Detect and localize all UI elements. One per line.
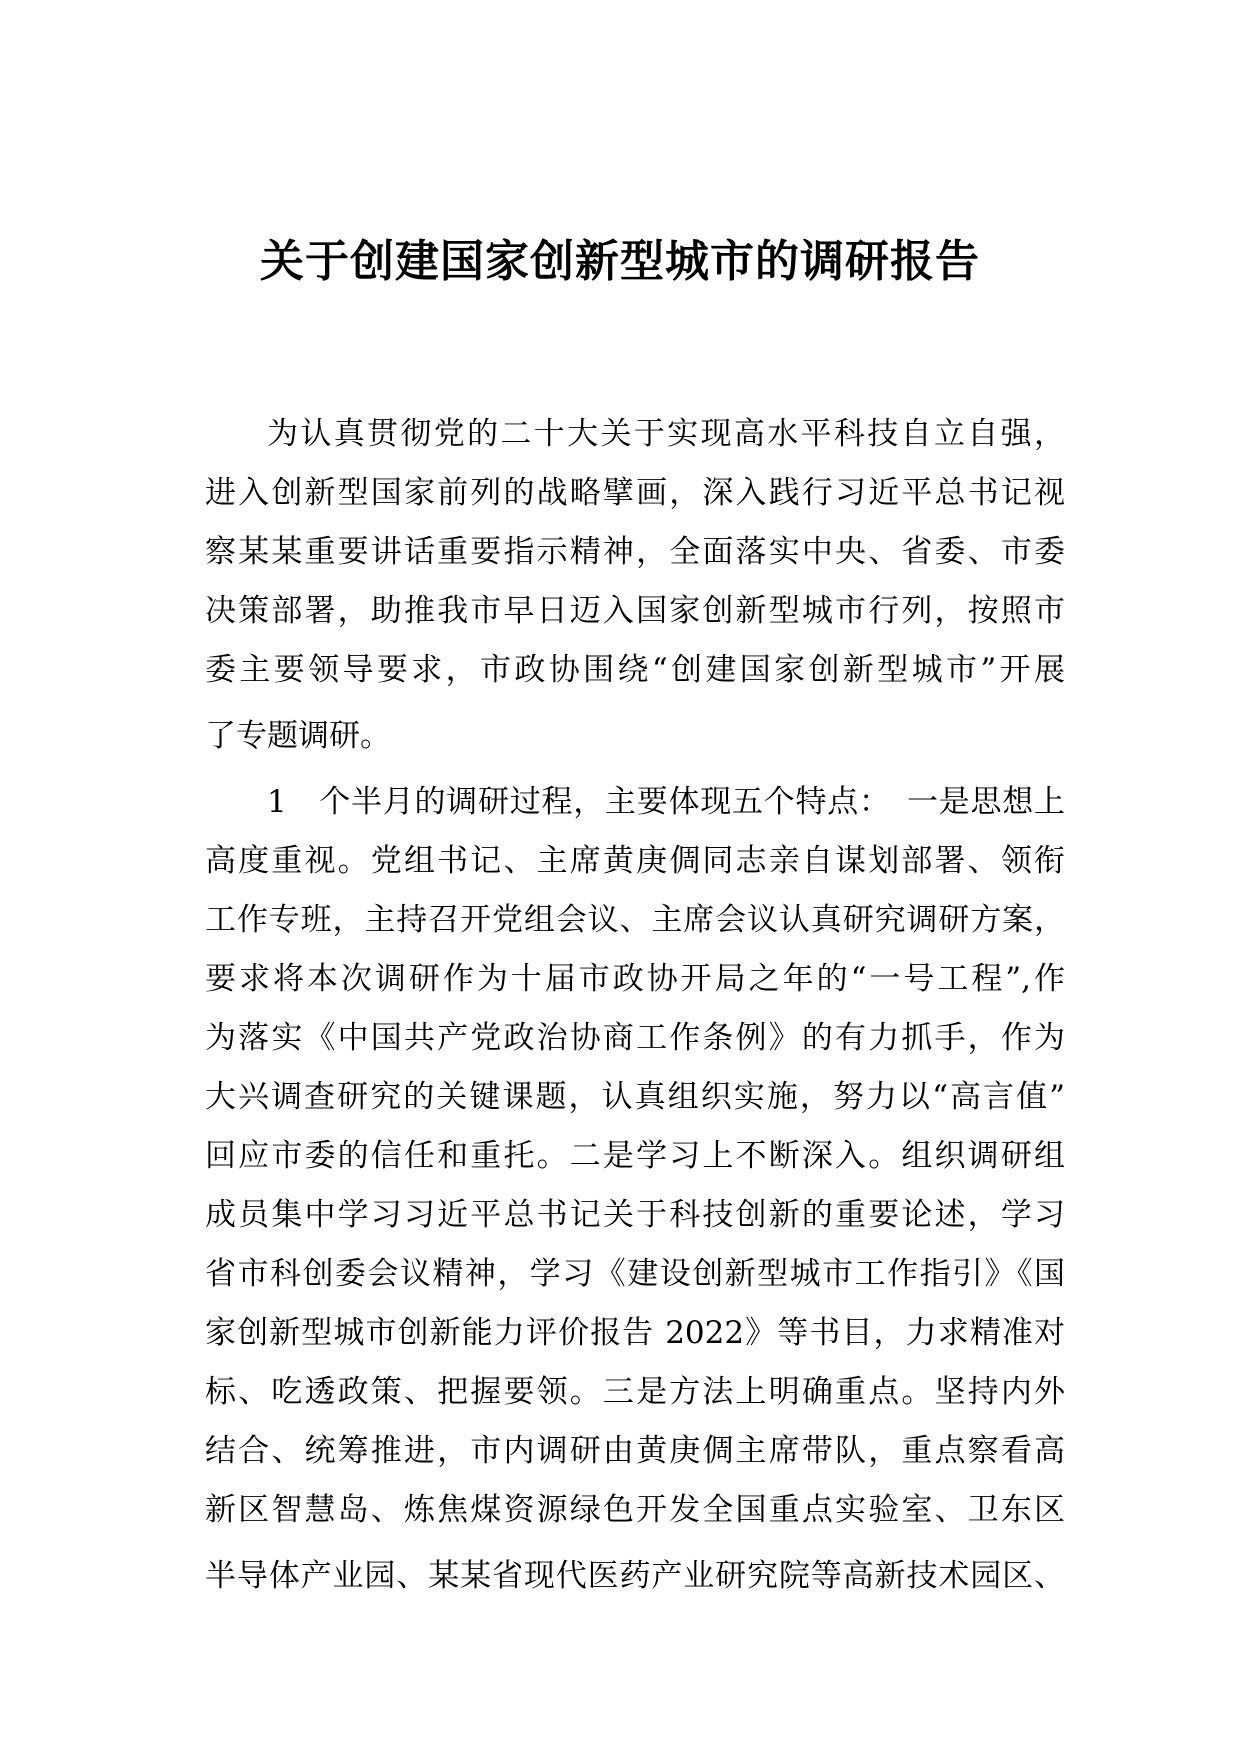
paragraph-2-line-7: 回应市委的信任和重托。二是学习上不断深入。组织调研组 [205, 1138, 1065, 1174]
paragraph-1-line-3: 察某某重要讲话重要指示精神，全面落实中央、省委、市委 [205, 534, 1065, 570]
paragraph-1-line-2: 进入创新型国家前列的战略擘画，深入践行习近平总书记视 [205, 475, 1065, 511]
paragraph-1-line-6: 了专题调研。 [205, 718, 391, 754]
paragraph-2-line-4: 要求将本次调研作为十届市政协开局之年的“一号工程”,作 [205, 961, 1065, 997]
paragraph-1-line-1: 为认真贯彻党的二十大关于实现高水平科技自立自强， [267, 416, 1065, 452]
paragraph-2-line-9: 省市科创委会议精神，学习《建设创新型城市工作指引》《国 [205, 1256, 1065, 1292]
paragraph-2-line-8: 成员集中学习习近平总书记关于科技创新的重要论述，学习 [205, 1197, 1065, 1233]
paragraph-2-line-3: 工作专班，主持召开党组会议、主席会议认真研究调研方案， [205, 902, 1065, 938]
paragraph-2-line-6: 大兴调查研究的关键课题，认真组织实施，努力以“高言值” [205, 1079, 1065, 1115]
paragraph-2-line-11: 标、吃透政策、把握要领。三是方法上明确重点。坚持内外 [205, 1374, 1065, 1410]
document-title: 关于创建国家创新型城市的调研报告 [260, 236, 980, 287]
paragraph-2-line-5: 为落实《中国共产党政治协商工作条例》的有力抓手，作为 [205, 1020, 1065, 1056]
paragraph-2-line-12: 结合、统筹推进，市内调研由黄庚倜主席带队，重点察看高 [205, 1433, 1065, 1469]
paragraph-2-line-10: 家创新型城市创新能力评价报告 2022》等书目，力求精准对 [205, 1315, 1065, 1351]
paragraph-1-line-5: 委主要领导要求，市政协围绕“创建国家创新型城市”开展 [205, 652, 1065, 688]
paragraph-1-line-4: 决策部署，助推我市早日迈入国家创新型城市行列，按照市 [205, 593, 1065, 629]
paragraph-2-line-1: 1 个半月的调研过程，主要体现五个特点： 一是思想上 [267, 784, 1065, 820]
paragraph-2-line-14: 半导体产业园、某某省现代医药产业研究院等高新技术园区、 [205, 1558, 1065, 1594]
paragraph-2-line-13: 新区智慧岛、炼焦煤资源绿色开发全国重点实验室、卫东区 [205, 1492, 1065, 1528]
paragraph-2-line-2: 高度重视。党组书记、主席黄庚倜同志亲自谋划部署、领衔 [205, 843, 1065, 879]
